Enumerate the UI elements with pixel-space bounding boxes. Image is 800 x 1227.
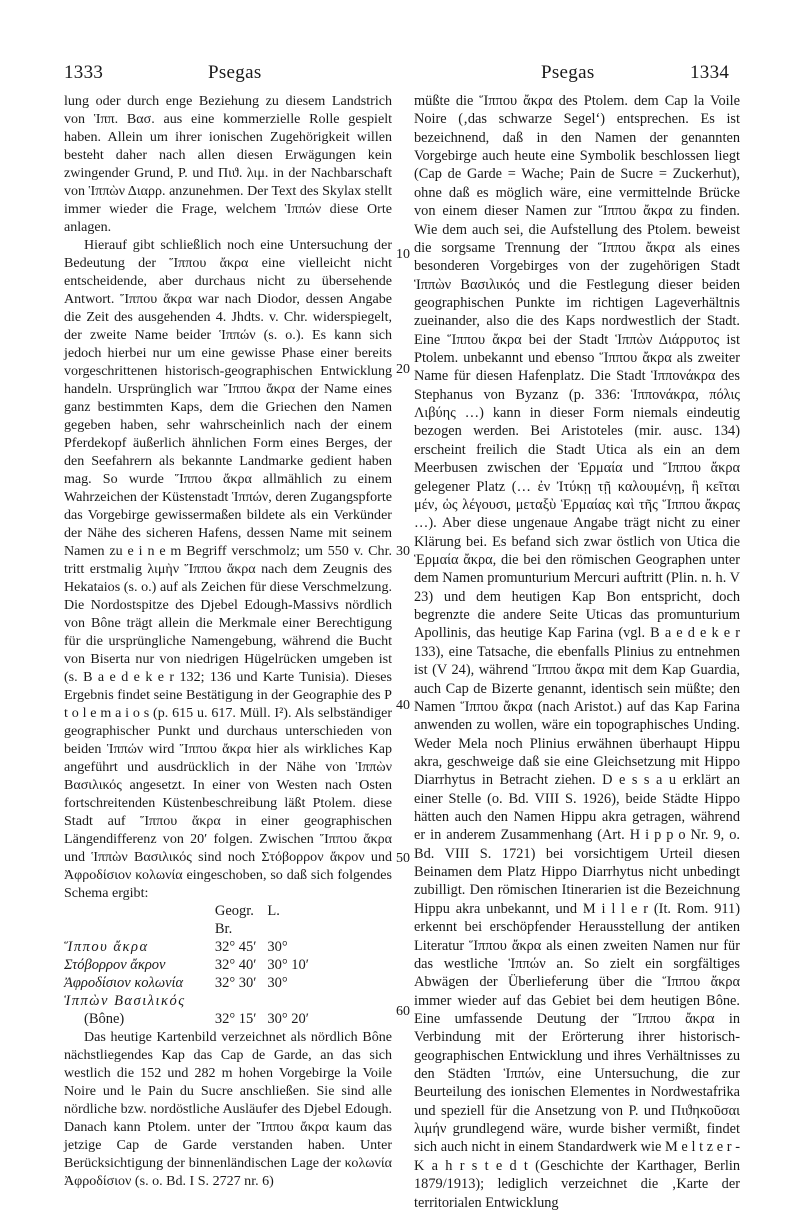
table-row [64, 956, 392, 974]
table-cell: Ἵππου ἄκρα [64, 939, 149, 955]
left-paragraph-3: Das heutige Kartenbild verzeichnet als nördlich Bône nächstliegendes Kap das Cap de Garde, an das sich westlich die 152 und 282 m hohen Vorgebirge la Voile Noire und le Pain du Sucre anschließen. Sie sind alle nördliche bzw. nordöstliche Ausläufer des Djebel Edough. Danach kann Ptolem. unter der Ἵππου ἄκρα kaum das jetzige Cap de Garde verstanden haben. Unter Berücksichtigung der binnenländischen Lage der κολωνία Ἀφροδίσιον (s. o. Bd. I S. 2727 nr. 6) [64, 1029, 392, 1189]
line-number: 20 [396, 362, 410, 377]
table-cell: Ἀφροδίσιον κολωνία [64, 975, 184, 991]
line-number: 40 [396, 698, 410, 713]
left-paragraph-1: lung oder durch enge Beziehung zu diesem Landstrich von Ἱππ. Βασ. aus eine kommerzielle Rolle gespielt haben. Allein um ihrer ionischen Zugehörigkeit willen besteht daher nach allen diesen Erwägungen kein zwingender Grund, P. und Πιϑ. λιμ. in der Nachbarschaft von Ἱππὼν Διαρρ. anzunehmen. Der Text des Skylax stellt immer wieder die Frage, welchem Ἱππών diese Orte anlagen. [64, 93, 392, 235]
right-column [414, 92, 740, 1212]
table-row [64, 938, 392, 956]
right-page-number: 1334 [690, 62, 730, 83]
table-cell: 30° 10′ [267, 957, 309, 973]
line-number: 30 [396, 544, 410, 559]
table-cell: 30° 20′ [267, 1011, 309, 1027]
table-cell: (Bône) [84, 1011, 125, 1027]
left-paragraph-2: Hierauf gibt schließlich noch eine Untersuchung der Bedeutung der Ἵππου ἄκρα eine vielleicht nicht entscheidende, aber durchaus nicht zu übersehende Antwort. Ἵππου ἄκρα war nach Diodor, dessen Angabe die Zeit des ausgehenden 4. Jhdts. v. Chr. widerspiegelt, der zweite Name beider Ἱππών (s. o.). Es kann sich jedoch hierbei nur um eine gewisse Phase einer bereits vorgeschrittenen historisch-geographischen Entwicklung handeln. Ursprünglich war Ἵππου ἄκρα der Name eines ganz bestimmten Kaps, dem die Griechen den Namen gegeben haben, sehr wahrscheinlich nach der einem Pferdekopf äußerlich ähnlichen Form eines Berges, der den Seefahrern als bekannte Landmarke gedient haben mag. So wurde Ἵππου ἄκρα allmählich zu einem Wahrzeichen der Küstenstadt Ἱππών, deren Zugangspforte das Vorgebirge gewissermaßen bildete als ein Verkünder der Nähe des sicheren Hafens, dessen Name mit seinem Namen zu e i n e m Begriff verschmolz; um 550 v. Chr. tritt erstmalig λιμὴν Ἵππου ἄκρα nach dem Zeugnis des Hekataios (s. o.) auf als Zeichen für diese Verschmelzung. Die Nordostspitze des Djebel Edough-Massivs nördlich von Bône trägt allein die Merkmale einer Berechtigung für die ursprüngliche Namengebung, während die Bucht von Biserta nur von niedrigen Hügelrücken umgeben ist (s. B a e d e k e r 132; 136 und Karte Tunisia). Dieses Ergebnis findet seine Bestätigung in der Geographie des P t o l e m a i o s (p. 615 u. 617. Müll. I²). Als selbständiger geographischer Punkt und durchaus unterschieden von beiden Ἱππών wird Ἵππου ἄκρα hier als wirkliches Kap angeführt und ausdrücklich in der Nähe von Ἱππὼν Βασιλικός angesetzt. In einer von Westen nach Osten fortschreitenden Küstenbeschreibung läßt Ptolem. diese Stadt auf Ἵππου ἄκρα in einer geographischen Längendifferenz von 20′ folgen. Zwischen Ἵππου ἄκρα und Ἱππὼν Βασιλικός sind noch Στόβορρον ἄκρον und Ἀφροδίσιον κολωνία eingeschoben, so daß sich folgendes Schema ergibt: [64, 237, 392, 901]
table-header-cell [64, 902, 215, 938]
table-cell: 32° 45′ [214, 939, 257, 955]
line-number: 50 [396, 851, 410, 866]
table-row [64, 1010, 392, 1028]
left-running-title: Psegas [208, 62, 262, 83]
right-paragraph-1: müßte die Ἵππου ἄκρα des Ptolem. dem Cap la Voile Noire (‚das schwarze Segel‘) entsprechen. Es ist bezeichnend, daß in den Namen der genannten Vorgebirge auch heute eine Symbolik beschlossen liegt (Cap de Garde = Wache; Pain de Sucre = Zuckerhut), ohne daß es möglich wäre, eine vermittelnde Brücke von einem dieser Namen zur Ἵππου ἄκρα zu finden. Wie dem auch sei, die Aufstellung des Ptolem. beweist die sorgsame Trennung der Ἵππου ἄκρα als eines besonderen Vorgebirges von der zugehörigen Stadt Ἱππὼν Βασιλικός und die Festlegung dieser beiden geographischen Punkte im richtigen Lageverhältnis zueinander, also die des Kaps nordwestlich der Stadt. Eine Ἵππου ἄκρα bei der Stadt Ἱππὼν Διάρρυτος ist Ptolem. unbekannt und ebenso Ἵππου ἄκρα als zweiter Name für diesen Hafenplatz. Die Stadt Ἱππονάκρα des Stephanus von Byzanz (p. 336: Ἱππονάκρα, πόλις Λιβύης …) kann in dieser Form niemals eindeutig bezogen werden. Bei Aristoteles (mir. ausc. 134) erscheint freilich die Stadt Utica als ein an dem Meerbusen zwischen der Ἑρμαία und Ἵππου ἄκρα gelegener Platz (… ἐν Ἰτύκῃ τῇ καλουμένῃ, ἣ κεῖται μέν, ὡς λέγουσι, μεταξὺ Ἑρμαίας καὶ τῆς Ἵππου ἄκρας …). Aber diese ungenaue Angabe trägt nicht zu einer Klärung bei. Es befand sich zwar östlich von Utica die Ἑρμαία ἄκρα, die bei den römischen Geographen unter dem Namen promunturium Mercuri auftritt (Plin. n. h. V 23) und dem heutigen Kap Bon entspricht, doch begrenzte die andere Seite Uticas das promunturium Apollinis, das heutige Kap Farina (vgl. B a e d e k e r 133), eine Tatsache, die ebenfalls Plinius zu entnehmen ist (V 24), während Ἵππου ἄκρα mit dem Kap Guardia, auch Cap de Bizerte genannt, identisch sein müßte; den Namen Ἵππου ἄκρα (nach Aristot.) auf das Kap Farina anwenden zu wollen, wäre ein topographisches Unding. Weder Mela noch Plinius erwähnen überhaupt Hippu akra, geschweige daß sie eine Gleichsetzung mit Hippo Diarrhytus in Betracht ziehen. D e s s a u erklärt an einer Stelle (o. Bd. VIII S. 1926), beide Städte Hippo hätten auch den Namen Hippu akra getragen, während er in anderem Zusammenhang (Art. H i p p o Nr. 9, o. Bd. VIII S. 1721) bei vorsichtigem Urteil diesen Beinamen dem Platz Hippo Diarrhytus nicht unbedingt zubilligt. Den römischen Itinerarien ist die Bezeichnung Hippu akra unbekannt, und M i l l e r (It. Rom. 911) erkennt bei erschöpfender Herausstellung der antiken Literatur Ἵππου ἄκρα als einen zweiten Namen nur für das westliche Ἱππών an. So zielt ein sorgfältiges Abwägen der Überlieferung über die Ἵππου ἄκρα immer wieder auf das Gebiet bei dem heutigen Bône. Eine umfassende Deutung der Ἵππου ἄκρα in Verbindung mit der Erörterung ihrer historisch-geographischen Entwicklung und ihres Verhältnisses zu den Städten Ἱππών, eine Untersuchung, die zur Beurteilung des ionischen Elementes in Nordwestafrika und speziell für die Ansetzung von P. und Πιϑηκοῦσαι λιμήν grundlegend wäre, wurde bisher vermißt, findet sich auch nicht in einem Standardwerk wie M e l t z e r - K a h r s t e d t (Geschichte der Karthager, Berlin 1879/1913); lediglich verzeichnet die ‚Karte der territorialen Entwicklung [414, 93, 740, 1211]
table-cell: Ἱππὼν Βασιλικός [64, 993, 186, 1009]
table-cell: 32° 15′ [214, 1011, 257, 1027]
table-row [64, 974, 392, 992]
line-number: 10 [396, 247, 410, 262]
table-cell: 32° 40′ [214, 957, 257, 973]
left-page-number: 1333 [64, 62, 104, 83]
table-cell: 30° [267, 939, 288, 955]
right-running-title: Psegas [541, 62, 595, 83]
coordinate-schema-table [64, 902, 392, 1028]
table-header-row [64, 902, 392, 938]
line-number: 60 [396, 1004, 410, 1019]
left-column [64, 92, 392, 1190]
table-cell: 32° 30′ [214, 975, 257, 991]
table-row [64, 992, 392, 1010]
table-cell: Στόβορρον ἄκρον [64, 957, 166, 973]
table-cell: 30° [267, 975, 288, 991]
table-header-cell: Geogr. Br. [214, 903, 254, 937]
table-header-cell: L. [267, 903, 280, 919]
